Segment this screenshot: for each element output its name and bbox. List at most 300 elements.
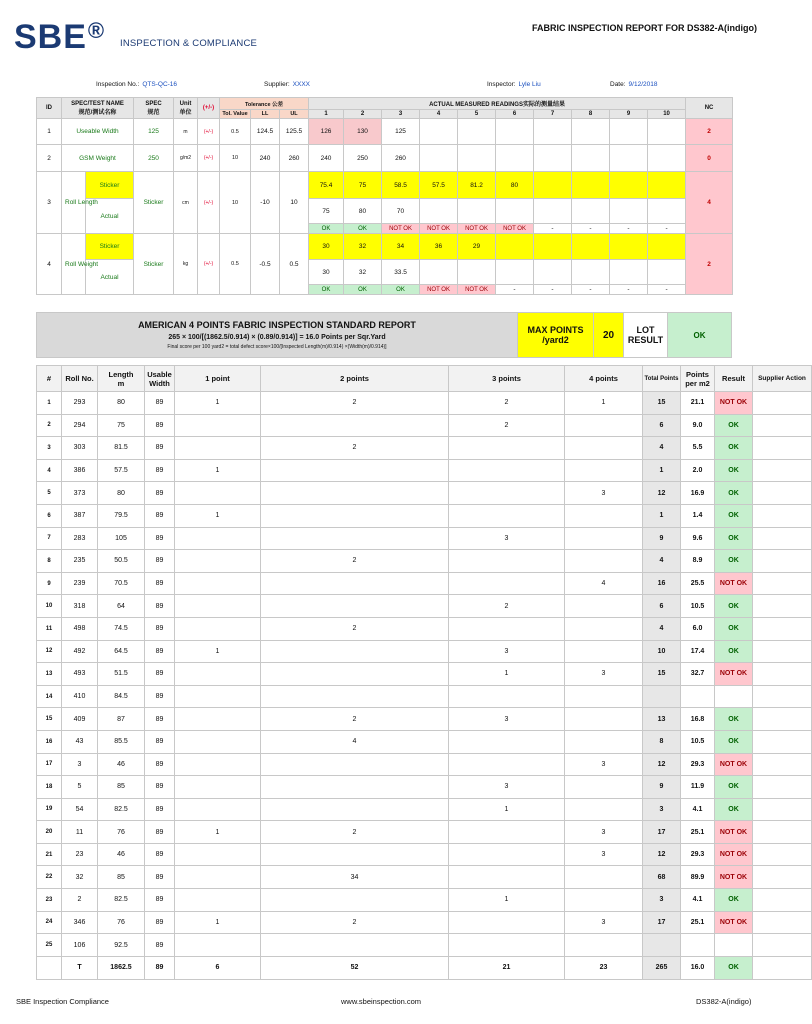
points-per-m2: 89.9: [681, 866, 715, 889]
points-per-m2: 4.1: [681, 889, 715, 912]
total-points: 12: [643, 843, 681, 866]
roll-width: 89: [145, 776, 175, 799]
supplier-action: [753, 392, 812, 415]
spec-ul: 0.5: [280, 234, 309, 295]
row-index: 1: [37, 392, 62, 415]
sticker-reading: 34: [382, 234, 420, 260]
roll-number: 54: [62, 798, 98, 821]
summary-banner: [36, 312, 732, 358]
supplier-action: [753, 934, 812, 957]
actual-reading: 32: [344, 260, 382, 285]
one-point-count: [175, 866, 261, 889]
spec-sub-sticker: Sticker: [86, 172, 134, 199]
spec-name: Roll Weight: [62, 234, 86, 295]
header-spec-name-cn: 规范/测试名称: [78, 109, 117, 116]
one-point-count: [175, 437, 261, 460]
spec-header-row: [37, 98, 733, 110]
four-point-count: [565, 776, 643, 799]
spec-sub-sticker: Sticker: [86, 234, 134, 260]
roll-width: 89: [145, 866, 175, 889]
total-points: 16: [643, 572, 681, 595]
roll-result: OK: [715, 504, 753, 527]
supplier-action: [753, 617, 812, 640]
roll-result: [715, 934, 753, 957]
header-ppm-line1: Points: [686, 369, 709, 379]
header-reading-col: 3: [382, 110, 420, 119]
status-cell: -: [534, 224, 572, 234]
total-points: 68: [643, 866, 681, 889]
roll-number: 23: [62, 843, 98, 866]
spec-unit: m: [174, 119, 198, 145]
spec-ll: -0.5: [251, 234, 280, 295]
summary-header: [37, 313, 518, 358]
roll-width: 89: [145, 685, 175, 708]
points-per-m2: 16.9: [681, 482, 715, 505]
roll-width: 89: [145, 572, 175, 595]
one-point-count: [175, 776, 261, 799]
sticker-reading: 58.5: [382, 172, 420, 199]
total-1-point: 6: [175, 956, 261, 979]
header-tol-value: Tol. Value: [220, 110, 251, 119]
table-row: [37, 889, 812, 912]
points-per-m2: 21.1: [681, 392, 715, 415]
spec-ul: 125.5: [280, 119, 309, 145]
total-points: 1: [643, 504, 681, 527]
header-spec-en: SPEC: [145, 100, 162, 107]
one-point-count: 1: [175, 640, 261, 663]
header-ppm-line2: per m2: [685, 378, 710, 388]
spec-sub-actual: Actual: [86, 199, 134, 234]
four-point-count: [565, 459, 643, 482]
one-point-count: [175, 572, 261, 595]
roll-number: 239: [62, 572, 98, 595]
three-point-count: 1: [449, 889, 565, 912]
actual-reading: [572, 199, 610, 224]
row-index: 25: [37, 934, 62, 957]
points-per-m2: 29.3: [681, 753, 715, 776]
supplier-action: [753, 504, 812, 527]
row-index: 4: [37, 459, 62, 482]
spec-plus-minus: (+/-): [198, 234, 220, 295]
roll-width: 89: [145, 527, 175, 550]
total-points: 15: [643, 663, 681, 686]
footer-doc-id: DS382-A(indigo): [696, 997, 752, 1006]
three-point-count: 2: [449, 414, 565, 437]
one-point-count: [175, 414, 261, 437]
total-points: 8: [643, 730, 681, 753]
header-plus-minus: (+/-): [198, 98, 220, 119]
table-row: [37, 821, 812, 844]
spec-row: [37, 119, 733, 145]
sticker-reading: [648, 234, 686, 260]
roll-number: 492: [62, 640, 98, 663]
total-result: OK: [715, 956, 753, 979]
header-reading-col: 10: [648, 110, 686, 119]
three-point-count: [449, 572, 565, 595]
supplier-action: [753, 753, 812, 776]
roll-number: 318: [62, 595, 98, 618]
reading-cell: [648, 119, 686, 145]
spec-tol-value: 10: [220, 172, 251, 234]
roll-width: 89: [145, 934, 175, 957]
roll-width: 89: [145, 821, 175, 844]
supplier-action: [753, 595, 812, 618]
roll-result: NOT OK: [715, 843, 753, 866]
row-index: 24: [37, 911, 62, 934]
points-per-m2: 11.9: [681, 776, 715, 799]
sticker-reading: [496, 234, 534, 260]
status-cell: -: [648, 285, 686, 295]
roll-result: OK: [715, 459, 753, 482]
roll-result: NOT OK: [715, 821, 753, 844]
reading-cell: [496, 119, 534, 145]
four-point-count: [565, 866, 643, 889]
header-id: ID: [37, 98, 62, 119]
grand-total-points: 265: [643, 956, 681, 979]
total-points: 6: [643, 595, 681, 618]
spec-sub-actual: Actual: [86, 260, 134, 295]
actual-reading: [610, 199, 648, 224]
roll-width: 89: [145, 753, 175, 776]
spec-unit: g/m2: [174, 145, 198, 172]
table-row: [37, 730, 812, 753]
two-point-count: [261, 414, 449, 437]
total-points: 1: [643, 459, 681, 482]
points-per-m2: 10.5: [681, 595, 715, 618]
nc-count: 2: [686, 119, 733, 145]
header-reading-col: 7: [534, 110, 572, 119]
table-row: [37, 776, 812, 799]
spec-ll: 124.5: [251, 119, 280, 145]
status-cell: OK: [309, 285, 344, 295]
roll-width: 89: [145, 414, 175, 437]
three-point-count: [449, 459, 565, 482]
row-index: 7: [37, 527, 62, 550]
reading-cell: [458, 145, 496, 172]
reading-cell: [648, 145, 686, 172]
spec-ll: -10: [251, 172, 280, 234]
roll-number: 3: [62, 753, 98, 776]
spec-value: Sticker: [134, 172, 174, 234]
spec-tol-value: 10: [220, 145, 251, 172]
supplier-action: [753, 550, 812, 573]
table-row: [37, 843, 812, 866]
one-point-count: [175, 843, 261, 866]
supplier-action: [753, 911, 812, 934]
roll-result: NOT OK: [715, 753, 753, 776]
sticker-reading: 81.2: [458, 172, 496, 199]
points-per-m2: 10.5: [681, 730, 715, 753]
row-index: 3: [37, 437, 62, 460]
reading-cell: [420, 145, 458, 172]
actual-reading: 75: [309, 199, 344, 224]
roll-width: 89: [145, 708, 175, 731]
row-index: 12: [37, 640, 62, 663]
roll-result: OK: [715, 708, 753, 731]
spec-id: 4: [37, 234, 62, 295]
total-points: 13: [643, 708, 681, 731]
one-point-count: 1: [175, 504, 261, 527]
roll-width: 89: [145, 504, 175, 527]
header-usable-width: [145, 366, 175, 392]
roll-length: 79.5: [98, 504, 145, 527]
total-3-points: 21: [449, 956, 565, 979]
status-cell: NOT OK: [458, 224, 496, 234]
roll-length: 57.5: [98, 459, 145, 482]
four-point-count: 3: [565, 663, 643, 686]
header-3-points: 3 points: [449, 366, 565, 392]
points-per-m2: 8.9: [681, 550, 715, 573]
header-reading-col: 8: [572, 110, 610, 119]
total-points: 17: [643, 911, 681, 934]
roll-length: 46: [98, 843, 145, 866]
company-logo: SBE®: [14, 18, 106, 56]
roll-length: 76: [98, 821, 145, 844]
header-spec: [134, 98, 174, 119]
roll-result: OK: [715, 595, 753, 618]
four-point-count: [565, 414, 643, 437]
roll-result: NOT OK: [715, 663, 753, 686]
three-point-count: [449, 911, 565, 934]
status-cell: OK: [344, 285, 382, 295]
roll-length: 46: [98, 753, 145, 776]
sticker-reading: [572, 234, 610, 260]
total-2-points: 52: [261, 956, 449, 979]
three-point-count: [449, 753, 565, 776]
status-cell: -: [572, 285, 610, 295]
reading-cell: [610, 145, 648, 172]
row-index: 9: [37, 572, 62, 595]
reading-cell: 126: [309, 119, 344, 145]
reading-cell: 240: [309, 145, 344, 172]
points-per-m2: 25.5: [681, 572, 715, 595]
roll-length: 92.5: [98, 934, 145, 957]
row-index: 8: [37, 550, 62, 573]
table-row: [37, 504, 812, 527]
reading-cell: 260: [382, 145, 420, 172]
header-2-points: 2 points: [261, 366, 449, 392]
roll-length: 75: [98, 414, 145, 437]
header-readings: ACTUAL MEASURED READINGS实际的测量结果: [309, 98, 686, 110]
reading-cell: [610, 119, 648, 145]
three-point-count: [449, 843, 565, 866]
header-ul: UL: [280, 110, 309, 119]
roll-length: 80: [98, 392, 145, 415]
points-per-m2: 17.4: [681, 640, 715, 663]
roll-result: NOT OK: [715, 866, 753, 889]
one-point-count: [175, 685, 261, 708]
spec-name: Roll Length: [62, 172, 86, 234]
actual-reading: [496, 199, 534, 224]
roll-result: NOT OK: [715, 392, 753, 415]
status-cell: -: [572, 224, 610, 234]
spec-id: 2: [37, 145, 62, 172]
points-per-m2: 9.6: [681, 527, 715, 550]
header-length: [98, 366, 145, 392]
spec-value: 125: [134, 119, 174, 145]
points-per-m2: [681, 934, 715, 957]
roll-length: 64: [98, 595, 145, 618]
spec-value: 250: [134, 145, 174, 172]
header-reading-col: 6: [496, 110, 534, 119]
roll-result: OK: [715, 550, 753, 573]
two-point-count: [261, 776, 449, 799]
total-points: [643, 685, 681, 708]
roll-result: NOT OK: [715, 911, 753, 934]
footer-website: www.sbeinspection.com: [341, 997, 422, 1006]
actual-reading: [610, 260, 648, 285]
reading-cell: 130: [344, 119, 382, 145]
reading-cell: [572, 145, 610, 172]
status-cell: OK: [344, 224, 382, 234]
points-per-m2: 6.0: [681, 617, 715, 640]
roll-width: 89: [145, 482, 175, 505]
total-points: 3: [643, 798, 681, 821]
two-point-count: 2: [261, 550, 449, 573]
spec-name: GSM Weight: [62, 145, 134, 172]
header-reading-col: 4: [420, 110, 458, 119]
roll-number: 294: [62, 414, 98, 437]
spec-row: [37, 145, 733, 172]
row-index: 16: [37, 730, 62, 753]
supplier-action: [753, 527, 812, 550]
points-per-m2: 5.5: [681, 437, 715, 460]
sticker-reading: 36: [420, 234, 458, 260]
roll-width: 89: [145, 437, 175, 460]
roll-length: 76: [98, 911, 145, 934]
header-spec-name: [62, 98, 134, 119]
roll-length: 74.5: [98, 617, 145, 640]
table-row: [37, 911, 812, 934]
three-point-count: 3: [449, 776, 565, 799]
roll-length: 51.5: [98, 663, 145, 686]
header-roll-no: Roll No.: [62, 366, 98, 392]
actual-reading: 80: [344, 199, 382, 224]
roll-width: 89: [145, 550, 175, 573]
one-point-count: [175, 753, 261, 776]
table-row: [37, 459, 812, 482]
one-point-count: [175, 550, 261, 573]
four-point-count: 1: [565, 392, 643, 415]
roll-result: OK: [715, 889, 753, 912]
two-point-count: [261, 572, 449, 595]
header-length-line2: m: [117, 378, 125, 388]
roll-number: 303: [62, 437, 98, 460]
total-points: 10: [643, 640, 681, 663]
spec-plus-minus: (+/-): [198, 172, 220, 234]
status-cell: -: [610, 224, 648, 234]
supplier-action: [753, 730, 812, 753]
supplier-action: [753, 572, 812, 595]
row-index: 17: [37, 753, 62, 776]
logo-subtitle: INSPECTION & COMPLIANCE: [120, 38, 258, 49]
roll-number: 2: [62, 889, 98, 912]
supplier: Supplier: XXXX: [264, 81, 310, 88]
table-row: [37, 663, 812, 686]
two-point-count: [261, 595, 449, 618]
reading-cell: [458, 119, 496, 145]
total-points: 12: [643, 753, 681, 776]
status-cell: -: [496, 285, 534, 295]
roll-length: 81.5: [98, 437, 145, 460]
roll-width: 89: [145, 663, 175, 686]
sticker-reading: 30: [309, 234, 344, 260]
sticker-reading: [534, 172, 572, 199]
three-point-count: [449, 617, 565, 640]
roll-width: 89: [145, 392, 175, 415]
roll-result: NOT OK: [715, 572, 753, 595]
total-index: [37, 956, 62, 979]
header-supplier-action: Supplier Action: [753, 366, 812, 392]
one-point-count: 1: [175, 392, 261, 415]
points-per-m2: 25.1: [681, 821, 715, 844]
table-row: [37, 866, 812, 889]
three-point-count: 3: [449, 640, 565, 663]
three-point-count: [449, 730, 565, 753]
three-point-count: 3: [449, 708, 565, 731]
spec-test-table: [36, 97, 733, 295]
roll-header-row: [37, 366, 812, 392]
reading-cell: 250: [344, 145, 382, 172]
four-point-count: [565, 595, 643, 618]
summary-title: AMERICAN 4 POINTS FABRIC INSPECTION STANDARD REPORT: [138, 320, 416, 330]
one-point-count: 1: [175, 911, 261, 934]
table-row: [37, 798, 812, 821]
table-row: [37, 572, 812, 595]
roll-width: 89: [145, 730, 175, 753]
spec-plus-minus: (+/-): [198, 145, 220, 172]
row-index: 13: [37, 663, 62, 686]
two-point-count: 34: [261, 866, 449, 889]
roll-width: 89: [145, 798, 175, 821]
four-point-count: 3: [565, 843, 643, 866]
nc-count: 2: [686, 234, 733, 295]
header-result: Result: [715, 366, 753, 392]
table-row: [37, 934, 812, 957]
supplier-action: [753, 798, 812, 821]
supplier-action: [753, 889, 812, 912]
row-index: 19: [37, 798, 62, 821]
four-point-count: [565, 934, 643, 957]
header-index: #: [37, 366, 62, 392]
header-unit-cn: 单位: [179, 109, 192, 116]
roll-width: 89: [145, 889, 175, 912]
sticker-reading: [534, 234, 572, 260]
header-unit: [174, 98, 198, 119]
row-index: 21: [37, 843, 62, 866]
four-point-count: [565, 617, 643, 640]
roll-number: 409: [62, 708, 98, 731]
two-point-count: [261, 753, 449, 776]
one-point-count: [175, 482, 261, 505]
three-point-count: [449, 821, 565, 844]
four-point-count: [565, 889, 643, 912]
roll-length: 70.5: [98, 572, 145, 595]
roll-number: 386: [62, 459, 98, 482]
roll-length: 105: [98, 527, 145, 550]
status-cell: NOT OK: [420, 285, 458, 295]
spec-value: Sticker: [134, 234, 174, 295]
points-per-m2: 2.0: [681, 459, 715, 482]
supplier-action: [753, 776, 812, 799]
one-point-count: [175, 889, 261, 912]
roll-result: OK: [715, 414, 753, 437]
two-point-count: [261, 798, 449, 821]
roll-length: 64.5: [98, 640, 145, 663]
sticker-reading: 57.5: [420, 172, 458, 199]
actual-reading: [458, 199, 496, 224]
sticker-reading: 75: [344, 172, 382, 199]
